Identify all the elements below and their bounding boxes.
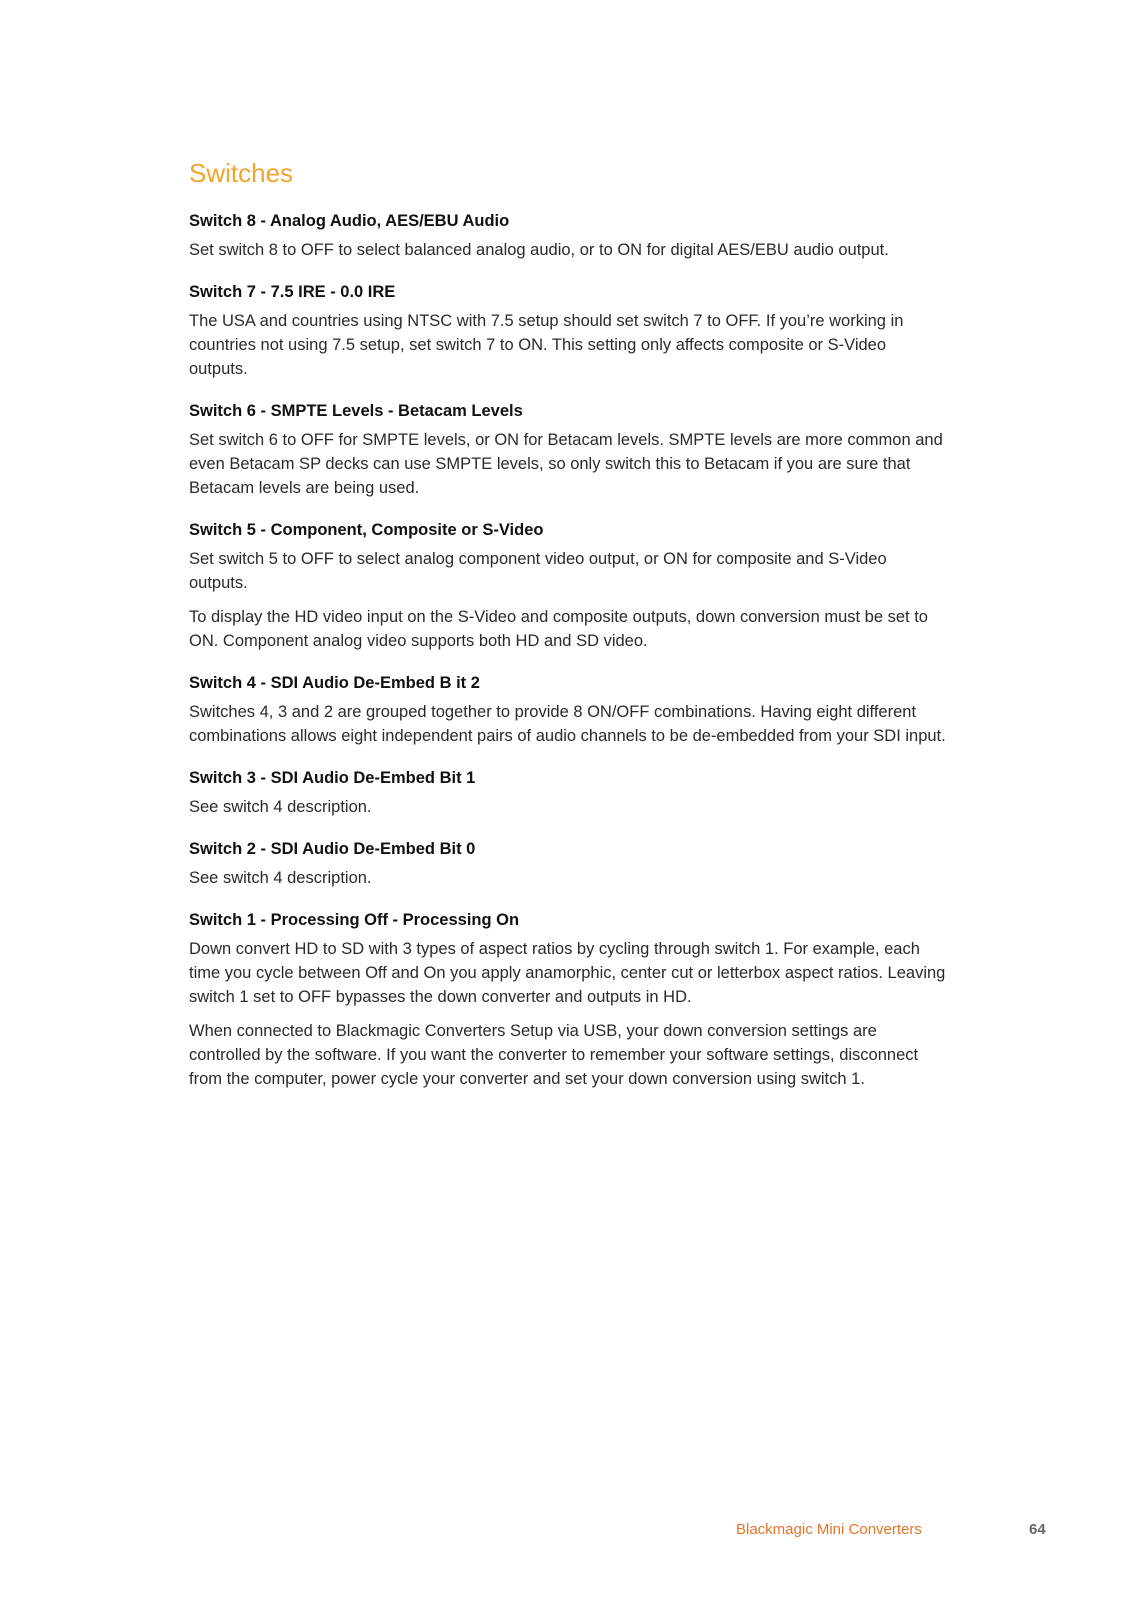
section-paragraph: See switch 4 description. — [189, 798, 372, 816]
section-paragraph: Set switch 8 to OFF to select balanced analog audio, or to ON for digital AES/EBU audio output. — [189, 241, 889, 259]
section-heading: Switch 4 - SDI Audio De-Embed B it 2 — [189, 674, 480, 692]
section-paragraph: Set switch 6 to OFF for SMPTE levels, or ON for Betacam levels. SMPTE levels are more common and even Betacam SP decks can use SMPTE levels, so only switch this to Betacam if you are sure that Betacam levels are being used. — [189, 431, 943, 497]
section-switch-5 — [189, 519, 949, 653]
section-heading: Switch 2 - SDI Audio De-Embed Bit 0 — [189, 840, 476, 858]
section-heading: Switch 1 - Processing Off - Processing On — [189, 911, 520, 929]
section-heading: Switch 8 - Analog Audio, AES/EBU Audio — [189, 212, 510, 230]
section-switch-1 — [189, 909, 949, 1091]
page-title: Switches — [189, 158, 294, 188]
section-heading: Switch 5 - Component, Composite or S-Video — [189, 521, 544, 539]
section-heading: Switch 7 - 7.5 IRE - 0.0 IRE — [189, 283, 396, 301]
section-switch-4 — [189, 672, 949, 748]
section-heading: Switch 6 - SMPTE Levels - Betacam Levels — [189, 402, 523, 420]
section-paragraph: See switch 4 description. — [189, 869, 372, 887]
section-paragraph: When connected to Blackmagic Converters Setup via USB, your down conversion settings are controlled by the software. If you want the converter to remember your software settings, disconnect from the computer, power cycle your converter and set your down conversion using switch 1. — [189, 1022, 919, 1088]
footer-page-number: 64 — [1029, 1521, 1046, 1538]
section-switch-2 — [189, 838, 949, 890]
section-switch-7 — [189, 281, 949, 381]
page-content — [189, 156, 949, 1110]
section-paragraph: Set switch 5 to OFF to select analog component video output, or ON for composite and S-Video outputs. — [189, 550, 887, 592]
section-paragraph: The USA and countries using NTSC with 7.5 setup should set switch 7 to OFF. If you’re working in countries not using 7.5 setup, set switch 7 to ON. This setting only affects composite or S-Video outputs. — [189, 312, 904, 378]
section-switch-8 — [189, 210, 949, 262]
section-paragraph: Down convert HD to SD with 3 types of aspect ratios by cycling through switch 1. For example, each time you cycle between Off and On you apply anamorphic, center cut or letterbox aspect ratios. Leaving switch 1 set to OFF bypasses the down converter and outputs in HD. — [189, 940, 946, 1006]
section-paragraph: Switches 4, 3 and 2 are grouped together to provide 8 ON/OFF combinations. Having eight different combinations allows eight independent pairs of audio channels to be de-embedded from your SDI input. — [189, 703, 946, 745]
section-heading: Switch 3 - SDI Audio De-Embed Bit 1 — [189, 769, 476, 787]
section-switch-3 — [189, 767, 949, 819]
section-switch-6 — [189, 400, 949, 500]
footer-product-name: Blackmagic Mini Converters — [736, 1521, 922, 1538]
section-paragraph: To display the HD video input on the S-Video and composite outputs, down conversion must be set to ON. Component analog video supports both HD and SD video. — [189, 608, 928, 650]
